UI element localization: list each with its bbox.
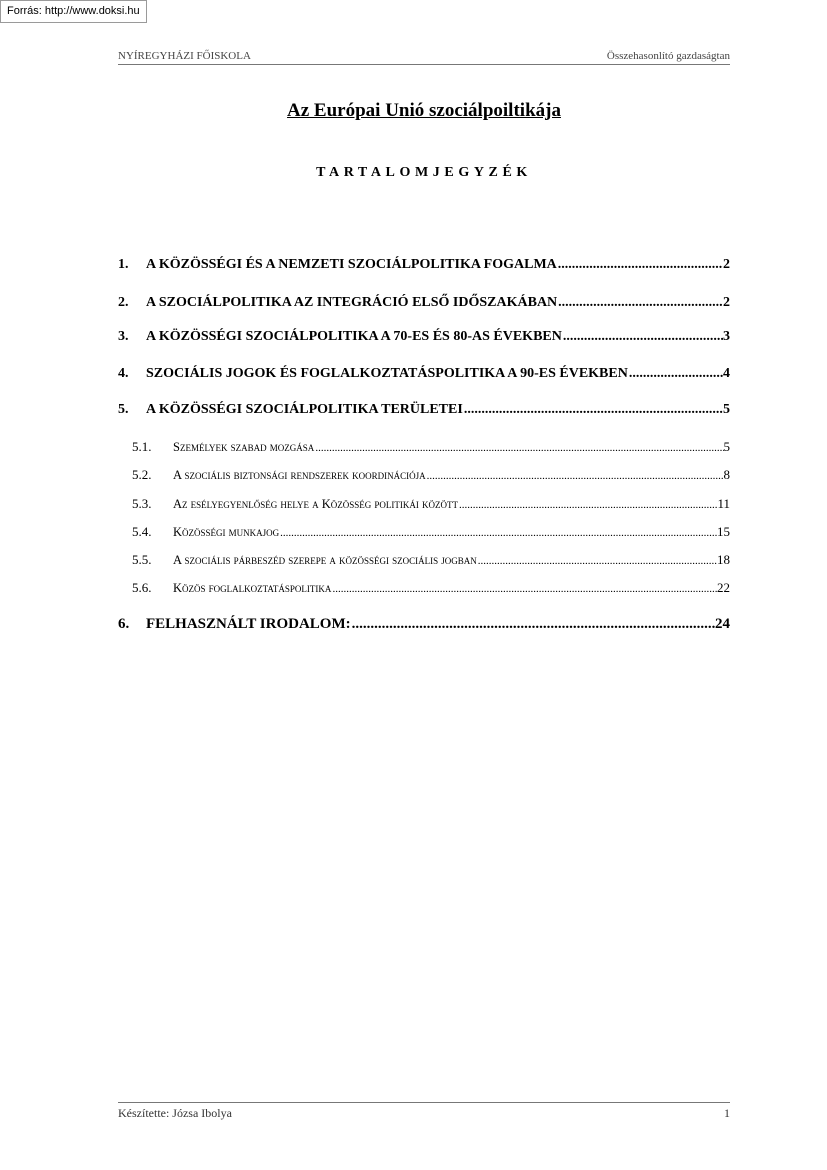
toc-leader-dots [557,295,723,311]
toc-entry-5-2[interactable] [118,467,730,483]
toc-entry-page: 4 [723,366,730,381]
toc-entry-label: A SZOCIÁLPOLITIKA AZ INTEGRÁCIÓ ELSŐ IDŐSZAKÁBAN [146,295,558,310]
toc-entry-page: 2 [723,257,730,272]
toc-entry-number: 2. [118,295,129,310]
toc-leader-dots [351,616,715,633]
footer-page-number: 1 [724,1106,730,1120]
toc-entry-number: 5.4. [132,524,152,539]
toc-entry-number: 1. [118,257,129,272]
toc-entry-page: 3 [723,329,730,344]
toc-entry-page: 2 [723,295,730,310]
toc-entry-1[interactable] [118,257,730,273]
toc-entry-number: 5. [118,402,129,417]
toc-leader-dots [331,580,717,596]
document-title: Az Európai Unió szociálpoiltikája [287,100,561,121]
toc-entry-label: A KÖZÖSSÉGI SZOCIÁLPOLITIKA A 70-ES ÉS 80-AS ÉVEKBEN [146,329,562,344]
toc-entry-number: 5.5. [132,552,152,567]
toc-entry-number: 5.6. [132,580,152,595]
toc-entry-5-5[interactable] [118,552,730,568]
toc-entry-number: 5.1. [132,439,152,454]
toc-entry-label: A KÖZÖSSÉGI SZOCIÁLPOLITIKA TERÜLETEI [146,402,463,417]
toc-entry-page: 18 [717,552,730,567]
toc-entry-4[interactable] [118,366,730,382]
toc-leader-dots [279,524,717,540]
toc-entry-6[interactable] [118,616,730,633]
toc-entry-page: 24 [715,616,730,632]
toc-leader-dots [426,467,724,483]
toc-entry-label: Közösségi munkajog [173,525,280,539]
toc-entry-5-3[interactable] [118,496,730,512]
toc-entry-label: SZOCIÁLIS JOGOK ÉS FOGLALKOZTATÁSPOLITIKA A 90-ES ÉVEKBEN [146,366,628,381]
toc-entry-page: 5 [723,402,730,417]
page-footer [118,1102,730,1121]
toc-leader-dots [562,329,723,345]
toc-entry-page: 5 [723,439,730,454]
toc-entry-page: 8 [723,467,730,482]
toc-entry-label: Közös foglalkoztatáspolitika [173,581,332,595]
toc-entry-number: 5.2. [132,467,152,482]
toc-entry-label: Személyek szabad mozgása [173,440,315,454]
toc-entry-page: 11 [717,496,730,511]
toc-heading: TARTALOMJEGYZÉK [316,165,532,180]
page-header [118,50,730,65]
toc-leader-dots [458,496,718,512]
toc-entry-label: A szociális párbeszéd szerepe a közösségi szociális jogban [173,553,477,567]
toc-entry-5-4[interactable] [118,524,730,540]
header-institution: NYÍREGYHÁZI FŐISKOLA [118,50,251,62]
header-course: Összehasonlító gazdaságtan [606,50,730,62]
toc-leader-dots [557,257,723,273]
toc-entry-3[interactable] [118,329,730,345]
toc-entry-page: 15 [717,524,730,539]
toc-leader-dots [477,552,717,568]
toc-entry-page: 22 [717,580,730,595]
toc-entry-label: A szociális biztonsági rendszerek koordinációja [173,468,426,482]
toc-entry-label: FELHASZNÁLT IRODALOM: [146,616,351,632]
source-label: Forrás: http://www.doksi.hu [0,0,147,23]
toc-entry-number: 3. [118,329,129,344]
toc-entry-number: 4. [118,366,129,381]
toc-entry-number: 6. [118,616,130,632]
toc-entry-5-1[interactable] [118,439,730,455]
toc-entry-5-6[interactable] [118,580,730,596]
toc-leader-dots [628,366,723,382]
toc-entry-5[interactable] [118,402,730,418]
toc-entry-label: Az esélyegyenlőség helye a Közösség politikái között [173,497,458,511]
toc-entry-2[interactable] [118,295,730,311]
toc-leader-dots [463,402,723,418]
toc-entry-label: A KÖZÖSSÉGI ÉS A NEMZETI SZOCIÁLPOLITIKA FOGALMA [146,257,557,272]
footer-author: Készítette: Józsa Ibolya [118,1106,232,1120]
toc-leader-dots [314,439,723,455]
toc-entry-number: 5.3. [132,496,152,511]
